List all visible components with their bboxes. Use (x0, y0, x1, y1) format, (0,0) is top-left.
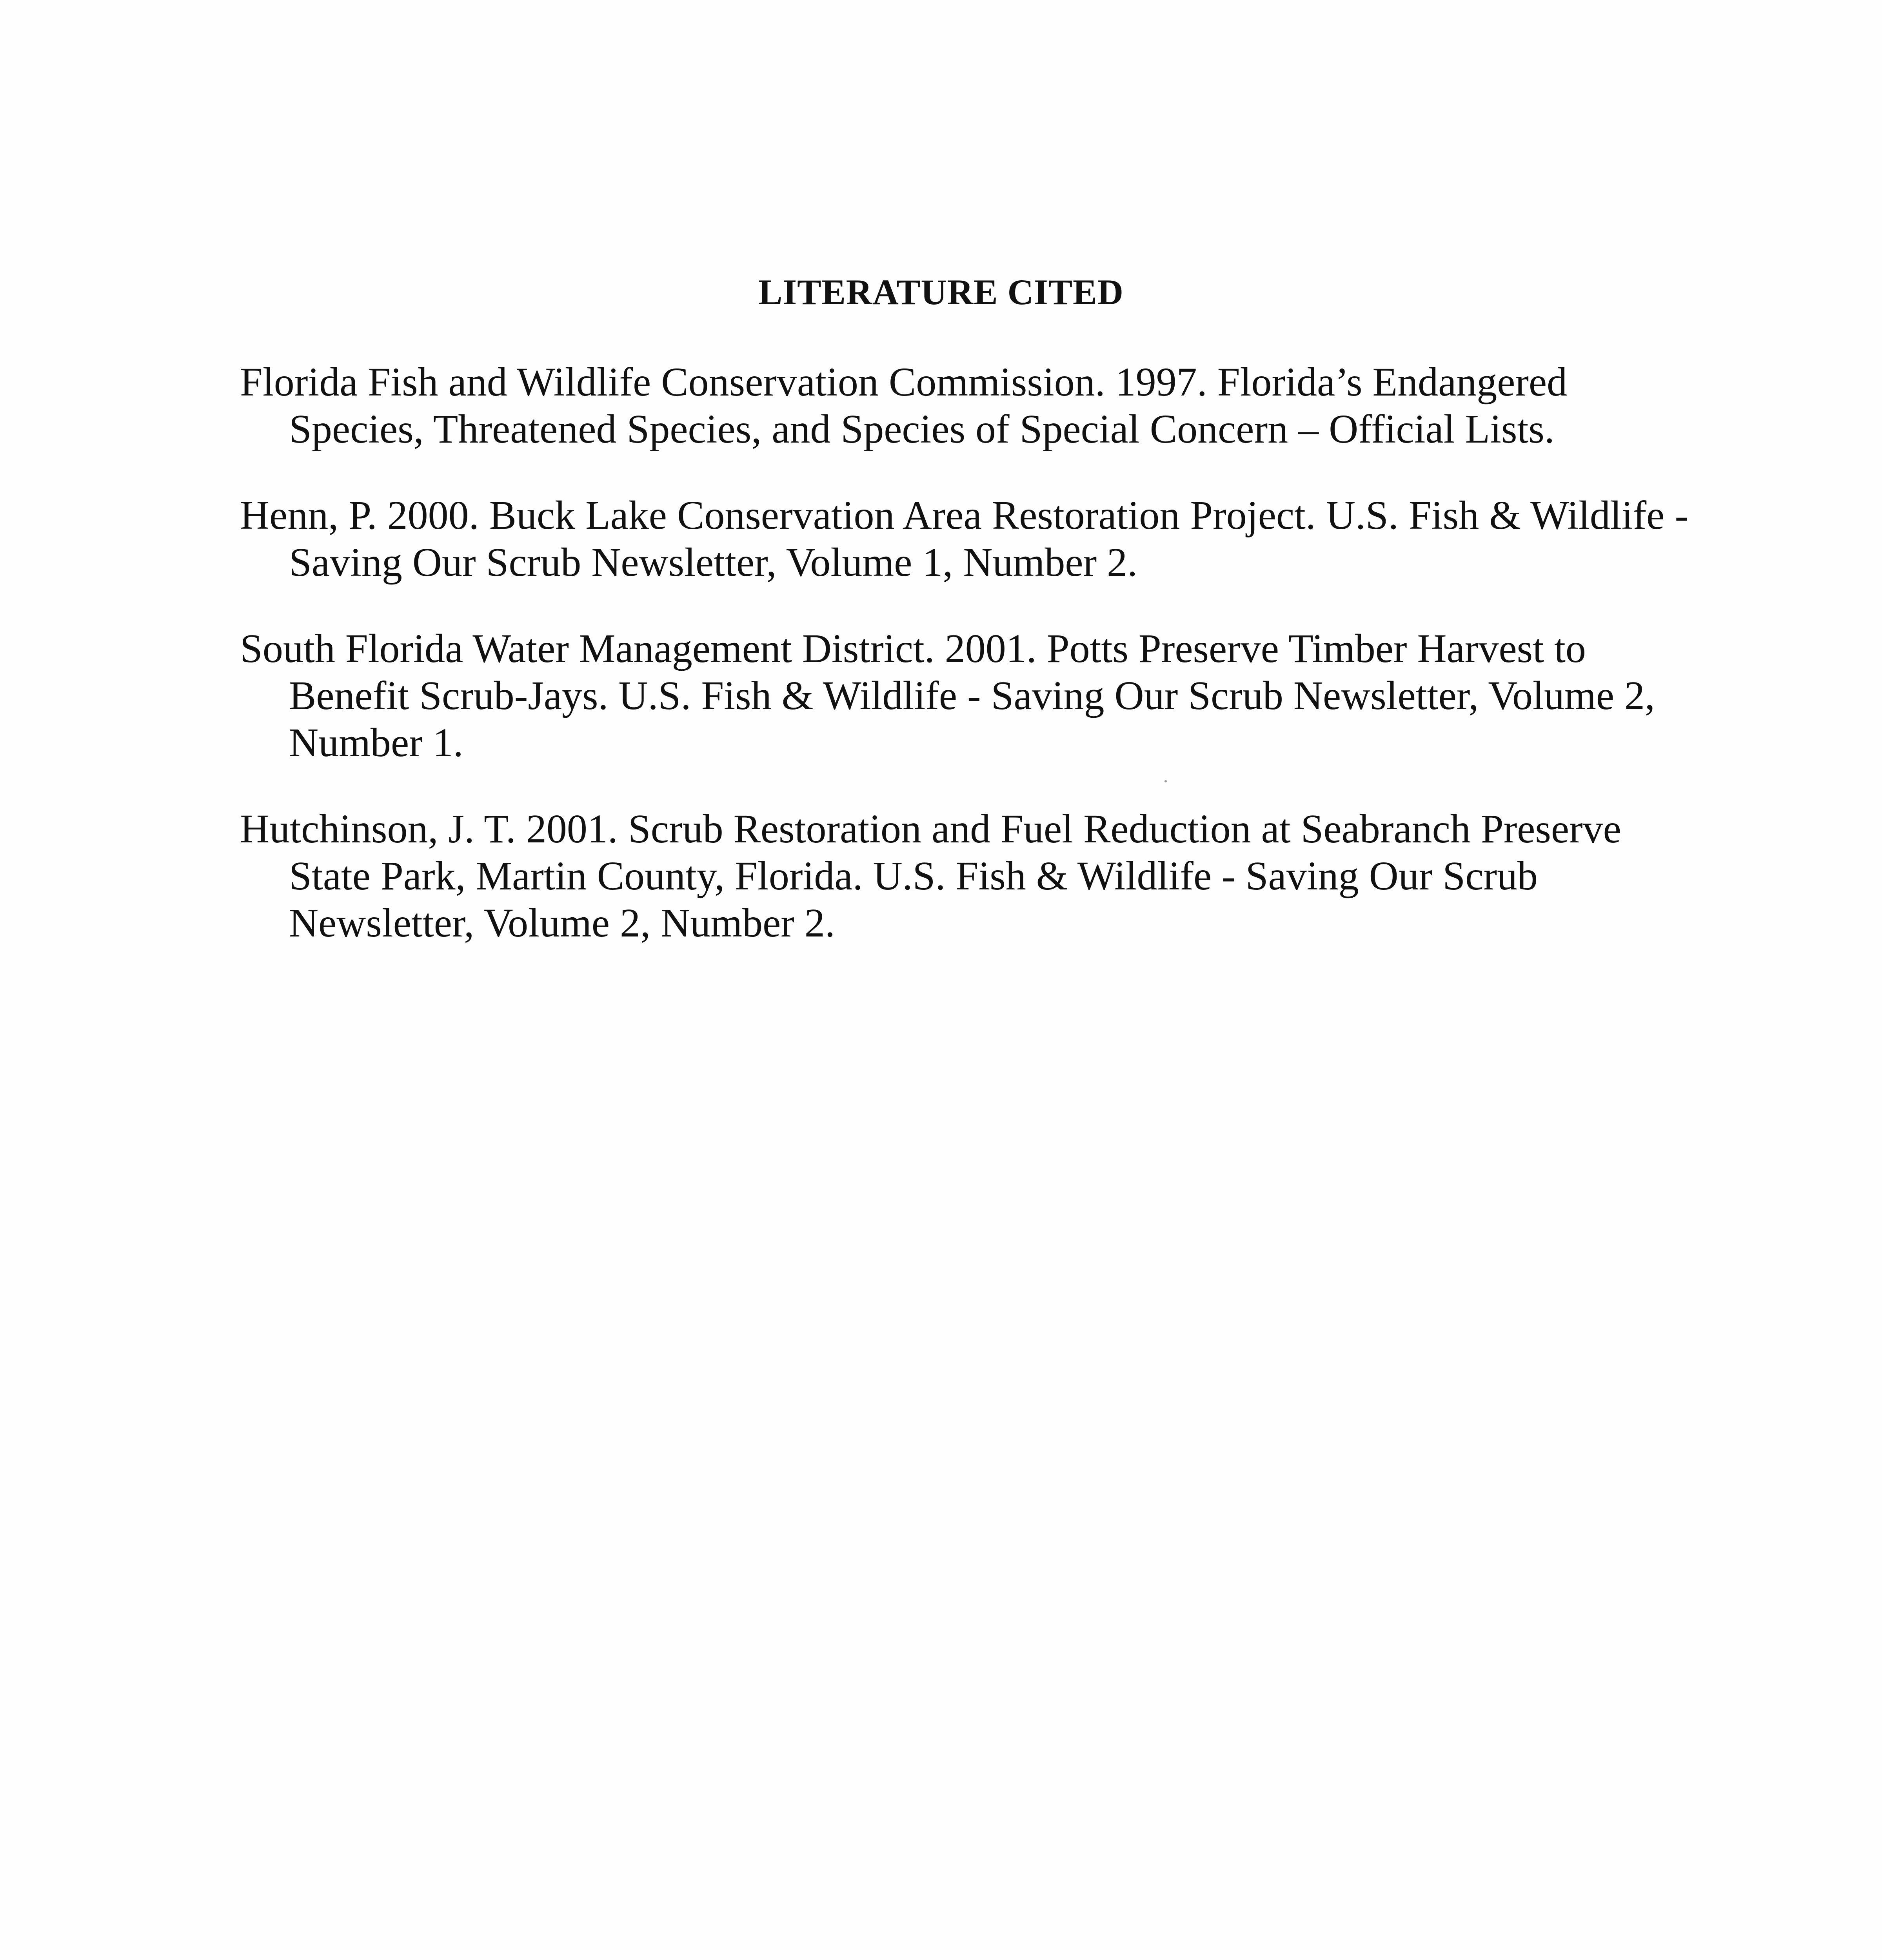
scan-speck (1164, 780, 1167, 782)
reference-item: Henn, P. 2000. Buck Lake Conservation Area Restoration Project. U.S. Fish & Wildlife - Saving Our Scrub Newsletter, Volume 1, Number 2. (240, 493, 1689, 585)
reference-list (240, 359, 1691, 947)
reference-item: Florida Fish and Wildlife Conservation Commission. 1997. Florida’s Endangered Species, Threatened Species, and Species of Special Concern – Official Lists. (240, 359, 1568, 452)
reference-item: South Florida Water Management District. 2001. Potts Preserve Timber Harvest to Benefit Scrub-Jays. U.S. Fish & Wildlife - Saving Our Scrub Newsletter, Volume 2, Number 1. (240, 626, 1655, 765)
reference-item: Hutchinson, J. T. 2001. Scrub Restoration and Fuel Reduction at Seabranch Preserve State Park, Martin County, Florida. U.S. Fish & Wildlife - Saving Our Scrub Newsletter, Volume 2, Number 2. (240, 806, 1621, 946)
page-title: LITERATURE CITED (758, 272, 1124, 312)
